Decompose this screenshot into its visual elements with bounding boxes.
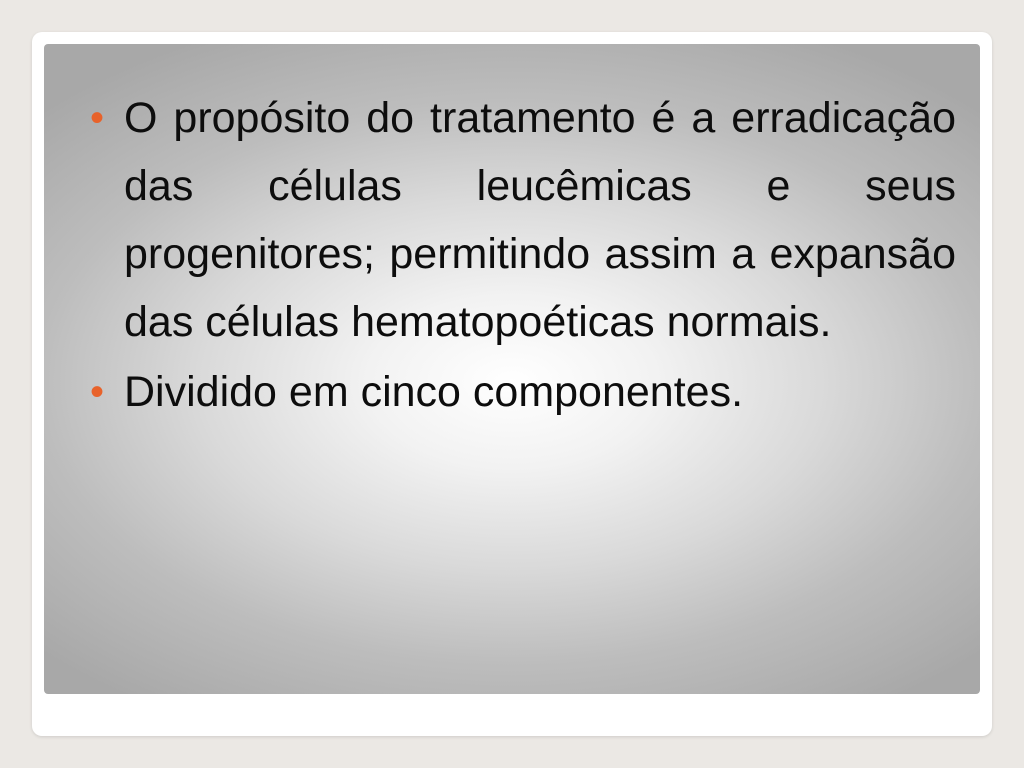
bullet-text: O propósito do tratamento é a erradicação das células leucêmicas e seus progenitores; permitindo assim a expansão das células hematopoéticas normais. xyxy=(124,94,956,346)
slide-frame xyxy=(32,32,992,736)
bullet-point-icon: • xyxy=(90,370,105,414)
slide-content-area xyxy=(44,44,980,694)
list-item xyxy=(82,84,956,356)
bullet-point-icon: • xyxy=(90,96,105,140)
bullet-text: Dividido em cinco componentes. xyxy=(124,368,744,416)
bullet-list xyxy=(82,84,956,428)
list-item xyxy=(82,358,956,426)
